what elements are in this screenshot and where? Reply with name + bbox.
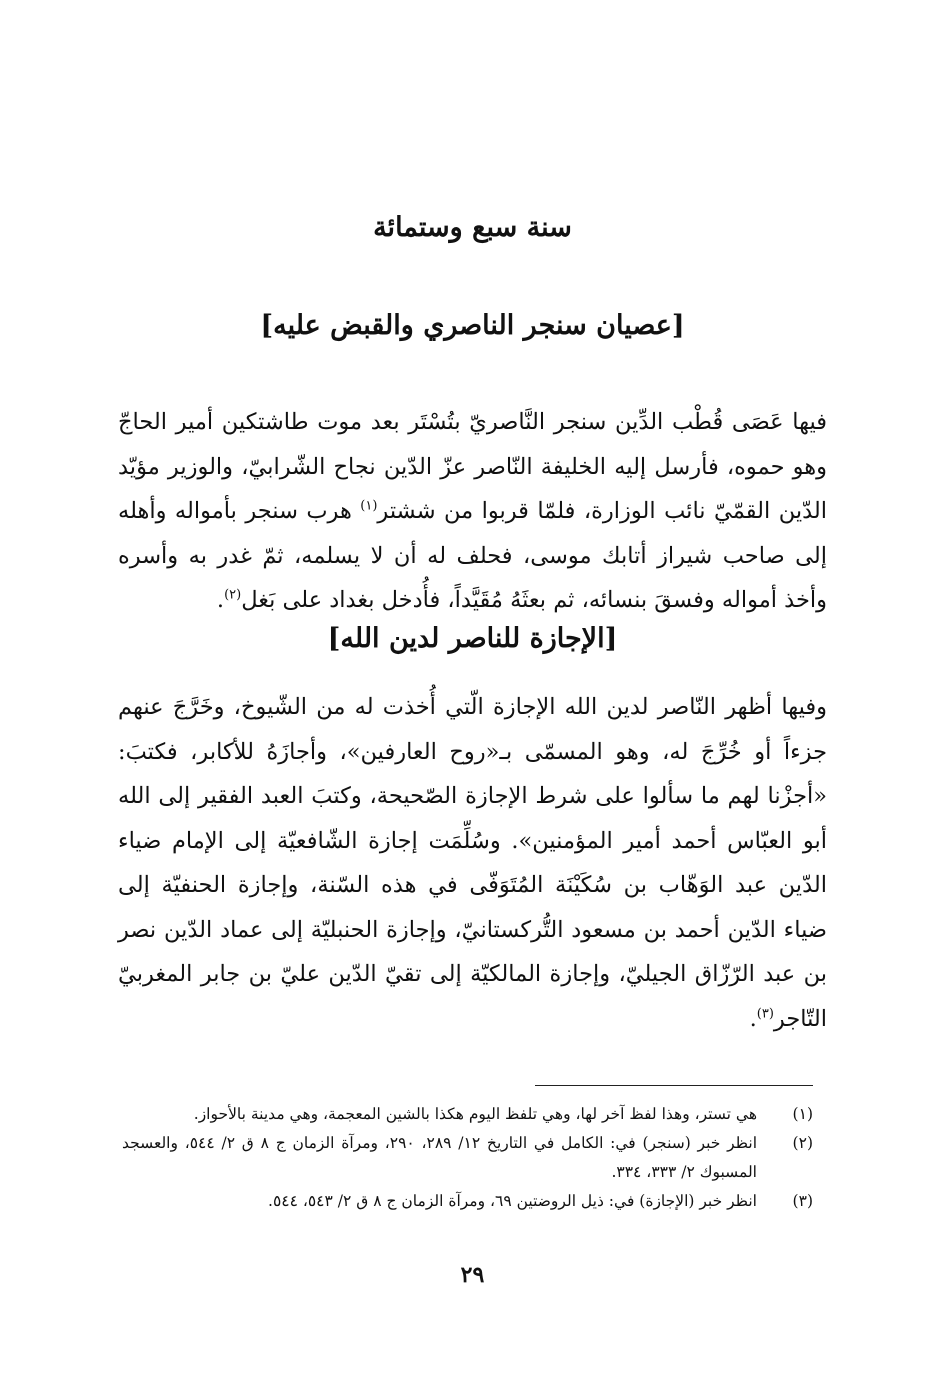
paragraph-sanjar (118, 400, 827, 623)
section-heading-ijaza: [الإجازة للناصر لدين الله] (327, 623, 618, 654)
paragraph-text: هرب سنجر بأمواله وأهله إلى صاحب شيراز أتابك موسى، فحلف له أن لا يسلمه، ثمّ غدر به وأسره وأخذ أمواله وفسقَ بنسائه، ثم بعثَهُ مُقَيَّداً، فأُدخل بغداد على بَغل (118, 498, 827, 613)
year-title: سنة سبع وستمائة (373, 212, 572, 243)
footnote-item (122, 1187, 813, 1216)
footnote-number: (٣) (792, 1192, 813, 1210)
footnote-ref[interactable]: (١) (360, 498, 378, 514)
paragraph-text: وفيها أظهر النّاصر لدين الله الإجازة الّتي أُخذت له من الشّيوخ، وخَرَّجَ عنهم جزءاً أو خُرِّجَ له، وهو المسمّى بـ«روح العارفين»، وأجازَهُ للأكابر، فكتبَ: «أجزْنا لهم ما سألوا على شرط الإجازة الصّحيحة، وكتبَ العبد الفقير إلى الله أبو العبّاس أحمد أمير المؤمنين». وسُلِّمَت إجازة الشّافعيّة إلى الإمام ضياء الدّين عبد الوَهّاب بن سُكَيْنَة المُتَوَفّى في هذه السّنة، وإجازة الحنفيّة إلى ضياء الدّين أحمد بن مسعود التُّركستانيّ، وإجازة الحنبليّة إلى عماد الدّين نصر بن عبد الرّزّاق الجيليّ، وإجازة المالكيّة إلى تقيّ الدّين عليّ بن جابر المغربيّ التّاجر (118, 694, 827, 1032)
footnote-ref[interactable]: (٣) (756, 1006, 774, 1021)
page-number: ٢٩ (460, 1262, 485, 1288)
paragraph-text: . (749, 1005, 757, 1032)
paragraph-text: . (216, 587, 225, 613)
footnote-number: (١) (792, 1105, 813, 1123)
footnote-ref[interactable]: (٢) (224, 587, 242, 603)
paragraph-ijaza (118, 685, 827, 1041)
footnote-text: انظر خبر (سنجر) في: الكامل في التاريخ ١٢/ ٢٨٩، ٢٩٠، ومرآة الزمان ج ٨ ق ٢/ ٥٤٤، والعسجد المسبوك ٢/ ٣٣٣، ٣٣٤. (122, 1134, 758, 1181)
footnotes (122, 1100, 813, 1216)
footnote-text: انظر خبر (الإجازة) في: ذيل الروضتين ٦٩، ومرآة الزمان ج ٨ ق ٢/ ٥٤٣، ٥٤٤. (268, 1192, 757, 1210)
footnote-item (122, 1129, 813, 1187)
section-heading-sanjar: [عصيان سنجر الناصري والقبض عليه] (260, 310, 685, 341)
footnote-number: (٢) (792, 1134, 813, 1152)
footnote-item (122, 1100, 813, 1129)
footnote-text: هي تستر، وهذا لفظ آخر لها، وهي تلفظ اليوم هكذا بالشين المعجمة، وهي مدينة بالأحواز. (193, 1105, 757, 1123)
footnote-divider (535, 1085, 813, 1086)
paragraph-text: فيها عَصَى قُطْب الدِّين سنجر النَّاصريّ بتُسْتَر بعد موت طاشتكين أمير الحاجّ وهو حموه، فأرسل إليه الخليفة النّاصر عزّ الدّين نجاح الشّرابيّ، والوزير مؤيّد الدّين القمّيّ نائب الوزارة، فلمّا قربوا من ششتر (118, 409, 828, 524)
